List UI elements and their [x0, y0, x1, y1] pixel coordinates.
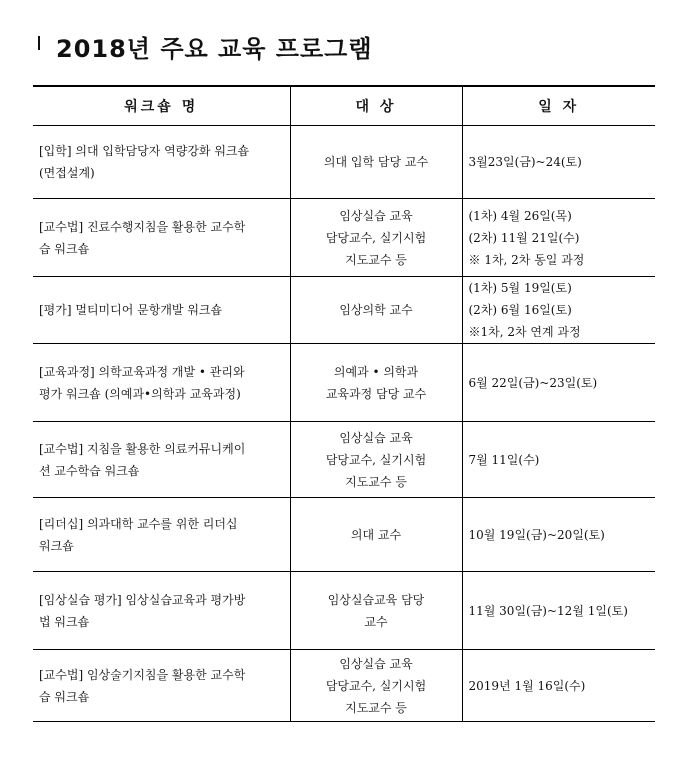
target-cell [290, 422, 462, 498]
date-cell-line: 10월 19일(금)~20일(토) [468, 527, 605, 542]
workshop-name-cell-line: 법 워크숍 [39, 614, 90, 629]
workshop-name-cell [33, 650, 290, 722]
target-cell-line: 임상실습교육 담당 [327, 592, 425, 607]
page-title-text: 2018년 주요 교육 프로그램 [56, 34, 373, 63]
workshop-name-cell [33, 572, 290, 650]
date-cell-line: ※1차, 2차 연계 과정 [468, 325, 581, 339]
column-header-target: 대 상 [290, 86, 462, 126]
workshop-name-cell-line: [교수법] 임상술기지침을 활용한 교수학 [39, 667, 246, 682]
table-row [33, 277, 655, 344]
workshop-name-cell-line: 평가 워크숍 (의예과•의학과 교육과정) [39, 386, 241, 401]
target-cell-line: 지도교수 등 [345, 700, 407, 715]
table-row [33, 344, 655, 422]
column-header-workshop: 워크숍 명 [33, 86, 290, 126]
title-marker [38, 36, 40, 50]
workshop-name-cell-line: 습 워크숍 [39, 241, 90, 256]
target-cell [290, 572, 462, 650]
workshop-name-cell-line: [교수법] 지침을 활용한 의료커뮤니케이 [39, 441, 246, 456]
date-cell [462, 422, 655, 498]
table-row [33, 199, 655, 277]
workshop-name-cell-line: [교수법] 진료수행지침을 활용한 교수학 [39, 219, 246, 234]
date-cell [462, 572, 655, 650]
workshop-name-cell-line: [교육과정] 의학교육과정 개발 • 관리와 [39, 364, 245, 379]
target-cell-line: 지도교수 등 [345, 474, 407, 489]
workshop-name-cell-line: (면접설계) [39, 166, 95, 180]
target-cell-line: 교수 [364, 614, 388, 629]
workshop-name-cell [33, 199, 290, 277]
table-row [33, 650, 655, 722]
column-header-date: 일 자 [462, 86, 655, 126]
date-cell-line: (1차) 4월 26일(목) [468, 208, 572, 223]
workshop-name-cell [33, 498, 290, 572]
date-cell-line: 7월 11일(수) [468, 452, 540, 467]
program-table [33, 85, 655, 722]
workshop-name-cell-line: [평가] 멀티미디어 문항개발 워크숍 [39, 303, 223, 317]
target-cell [290, 199, 462, 277]
date-cell-line: 6월 22일(금)~23일(토) [468, 375, 598, 390]
workshop-name-cell-line: [입학] 의대 입학담당자 역량강화 워크숍 [39, 144, 250, 158]
table-row [33, 422, 655, 498]
date-cell-line: (2차) 6월 16일(토) [468, 303, 572, 317]
page-title [38, 28, 373, 64]
target-cell-line: 임상실습 교육 [339, 656, 413, 671]
table-row [33, 498, 655, 572]
workshop-name-cell [33, 422, 290, 498]
target-cell [290, 126, 462, 199]
date-cell-line: (1차) 5월 19일(토) [468, 281, 572, 295]
date-cell [462, 344, 655, 422]
target-cell [290, 498, 462, 572]
workshop-name-cell [33, 126, 290, 199]
target-cell [290, 277, 462, 344]
target-cell-line: 의대 교수 [350, 527, 402, 542]
date-cell-line: 3월23일(금)~24(토) [468, 155, 582, 169]
workshop-name-cell [33, 277, 290, 344]
target-cell-line: 담당교수, 실기시험 [325, 678, 427, 693]
target-cell-line: 담당교수, 실기시험 [325, 452, 427, 467]
date-cell-line: ※ 1차, 2차 동일 과정 [468, 252, 585, 267]
target-cell-line: 의대 입학 담당 교수 [323, 155, 429, 169]
target-cell-line: 담당교수, 실기시험 [325, 230, 427, 245]
target-cell-line: 의예과 • 의학과 [333, 364, 419, 379]
target-cell [290, 650, 462, 722]
workshop-name-cell-line: 습 워크숍 [39, 689, 90, 704]
table-row [33, 572, 655, 650]
target-cell-line: 임상실습 교육 [339, 208, 413, 223]
date-cell-line: 2019년 1월 16일(수) [468, 678, 586, 693]
date-cell [462, 650, 655, 722]
date-cell [462, 199, 655, 277]
target-cell-line: 지도교수 등 [345, 252, 407, 267]
target-cell [290, 344, 462, 422]
target-cell-line: 임상실습 교육 [339, 430, 413, 445]
target-cell-line: 교육과정 담당 교수 [325, 386, 427, 401]
date-cell [462, 277, 655, 344]
workshop-name-cell-line: 워크숍 [39, 538, 74, 553]
target-cell-line: 임상의학 교수 [339, 303, 413, 317]
workshop-name-cell-line: 션 교수학습 워크숍 [39, 463, 140, 478]
workshop-name-cell-line: [임상실습 평가] 임상실습교육과 평가방 [39, 592, 246, 607]
workshop-name-cell [33, 344, 290, 422]
table-header-row [33, 86, 655, 126]
table-row [33, 126, 655, 199]
date-cell-line: 11월 30일(금)~12월 1일(토) [468, 603, 628, 618]
date-cell [462, 498, 655, 572]
workshop-name-cell-line: [리더십] 의과대학 교수를 위한 리더십 [39, 516, 238, 531]
date-cell [462, 126, 655, 199]
date-cell-line: (2차) 11월 21일(수) [468, 230, 580, 245]
